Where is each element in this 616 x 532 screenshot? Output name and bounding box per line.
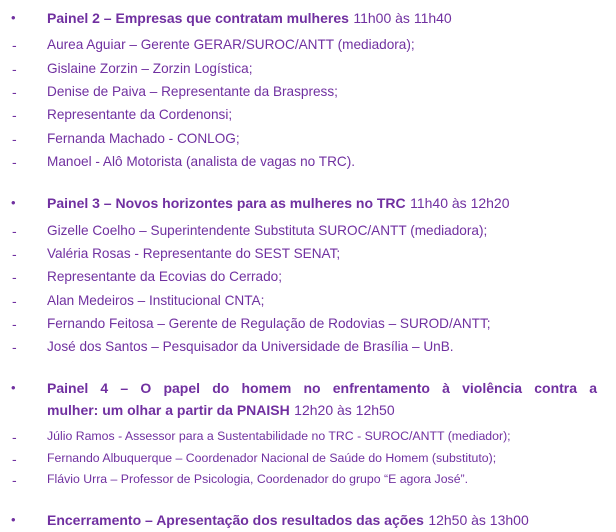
dash-icon: - <box>12 131 17 147</box>
dash-icon: - <box>12 223 17 239</box>
panel-3-title: Painel 3 – Novos horizontes para as mulheres no TRC <box>47 195 406 211</box>
bullet-icon: • <box>11 195 16 210</box>
bullet-icon: • <box>11 512 16 527</box>
panel-4-time: 12h20 às 12h50 <box>294 402 395 418</box>
dash-icon: - <box>12 472 17 488</box>
dash-icon: - <box>12 37 17 53</box>
dash-icon: - <box>12 154 17 170</box>
closing-time: 12h50 às 13h00 <box>428 512 529 528</box>
panel-4-title-line-1: Painel 4 – O papel do homem no enfrentamento à violência contra a <box>47 380 597 396</box>
dash-icon: - <box>12 107 17 123</box>
dash-icon: - <box>12 316 17 332</box>
dash-icon: - <box>12 451 17 467</box>
dash-icon: - <box>12 429 17 445</box>
panel-2-time: 11h00 às 11h40 <box>353 10 452 26</box>
panel-3-time: 11h40 às 12h20 <box>410 195 510 211</box>
bullet-icon: • <box>11 10 16 25</box>
dash-icon: - <box>12 293 17 309</box>
panel-4-title-line-2: mulher: um olhar a partir da PNAISH <box>47 402 290 418</box>
dash-icon: - <box>12 269 17 285</box>
closing-title: Encerramento – Apresentação dos resultados das ações <box>47 512 424 528</box>
panel-2-title: Painel 2 – Empresas que contratam mulheres <box>47 10 349 26</box>
dash-icon: - <box>12 84 17 100</box>
dash-icon: - <box>12 61 17 77</box>
dash-icon: - <box>12 339 17 355</box>
bullet-icon: • <box>11 380 16 395</box>
dash-icon: - <box>12 246 17 262</box>
